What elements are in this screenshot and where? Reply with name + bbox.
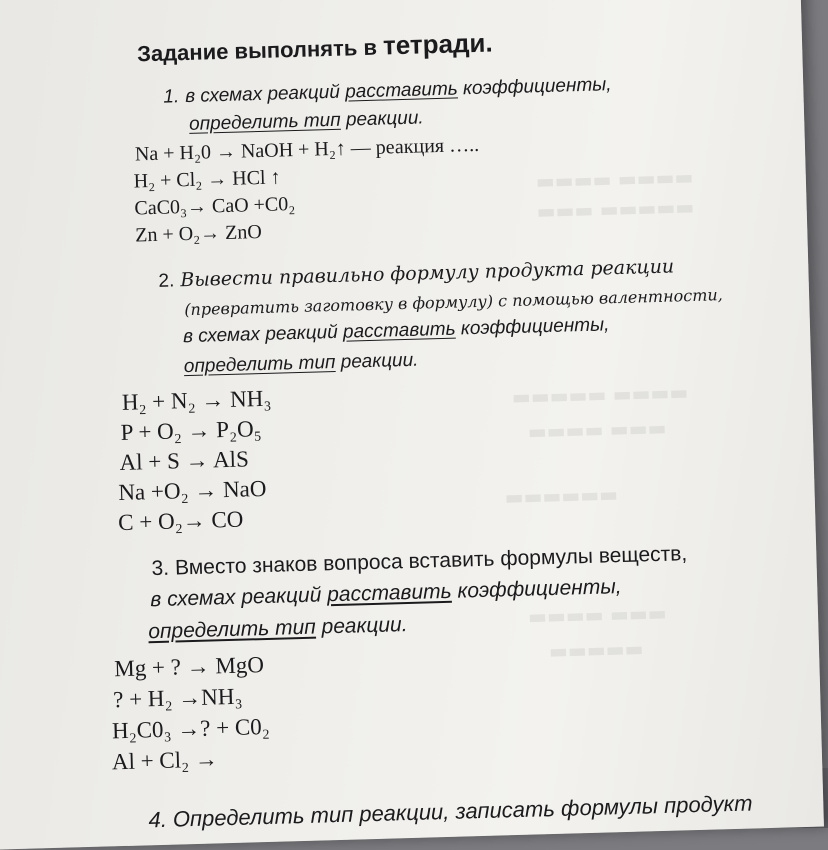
task1-equation: CaC0₃→ CaO +C0₂: [134, 193, 296, 220]
text-segment: коэффициенты,: [457, 74, 612, 100]
underlined-text: определить тип: [183, 351, 336, 378]
title-emphasis: тетради.: [382, 27, 494, 61]
task4-number: 4.: [148, 806, 168, 833]
underlined-text: расставить: [326, 579, 452, 607]
task2-instruction-line4: [184, 350, 419, 379]
text-segment: реакции.: [340, 107, 424, 131]
bleed-through-text: ▬▬▬ ▬▬▬▬▬: [536, 194, 695, 224]
text-segment: Вывести правильно формулу продукта реакции: [180, 255, 675, 292]
task4-instruction-line1: [148, 790, 753, 833]
text-segment: коэффициенты,: [455, 314, 610, 340]
bleed-through-text: ▬▬▬▬ ▬▬▬: [527, 600, 667, 629]
task1-equation: H₂ + Cl₂ → HCl ↑: [133, 166, 281, 193]
task1-number: 1.: [163, 86, 180, 108]
text-segment: в схемах реакций: [184, 81, 346, 108]
text-segment: Вместо знаков вопроса вставить формулы веществ,: [174, 542, 688, 580]
bleed-through-text: ▬▬▬▬ ▬▬▬: [527, 415, 667, 444]
task3-instruction-line3: [148, 613, 408, 644]
task2-instruction-line2: (превратить заготовку в формулу) с помощью валентности,: [184, 285, 723, 320]
task1-instruction-line2: [189, 107, 424, 136]
task2-equation: H₂ + N₂ → NH₃: [121, 385, 272, 415]
underlined-text: расставить: [342, 318, 456, 343]
task3-equation: Al + Cl₂ →: [111, 746, 219, 775]
text-segment: в схемах реакций: [182, 321, 344, 348]
bleed-through-text: ▬▬▬▬▬▬: [504, 482, 619, 510]
underlined-text: определить тип: [147, 615, 317, 644]
bleed-through-text: ▬▬▬▬▬ ▬▬▬▬: [511, 380, 689, 410]
task2-equation: C + O₂→ CO: [117, 506, 244, 536]
task2-equation: Na +O₂ → NaO: [118, 475, 267, 506]
task2-equation: Al + S → AlS: [119, 446, 250, 476]
task3-equation: H₂C0₃ →? + C0₂: [111, 713, 271, 744]
task2-instruction-line1: [158, 255, 674, 292]
task3-number: 3.: [151, 556, 170, 581]
text-segment: реакции.: [335, 349, 419, 373]
underlined-text: расставить: [344, 78, 459, 103]
text-segment: реакции.: [315, 613, 408, 639]
bleed-through-text: ▬▬▬▬ ▬▬▬▬: [535, 164, 694, 194]
text-segment: в схемах реакций: [150, 583, 328, 612]
task2-number: 2.: [158, 270, 175, 292]
title-part: Задание выполнять в: [136, 34, 384, 67]
task1-equation: Zn + O₂→ ZnO: [134, 220, 263, 247]
underlined-text: определить тип: [188, 109, 341, 135]
bleed-through-text: ▬▬▬▬▬: [548, 636, 644, 664]
text-segment: коэффициенты,: [451, 575, 622, 603]
text-segment: Определить тип реакции, записать формулы продукт: [172, 790, 753, 832]
task2-instruction-line3: [183, 314, 610, 348]
task1-instruction-line1: [163, 74, 612, 109]
task3-equation: ? + H₂ →NH₃: [112, 683, 243, 713]
page-title: [137, 27, 493, 68]
task2-equation: P + O₂ → P₂O₅: [120, 416, 262, 445]
task3-equation: Mg + ? → MgO: [113, 652, 265, 682]
task1-equation: Na + H₂0 → NaOH + H₂↑ — реакция …..: [134, 133, 480, 166]
